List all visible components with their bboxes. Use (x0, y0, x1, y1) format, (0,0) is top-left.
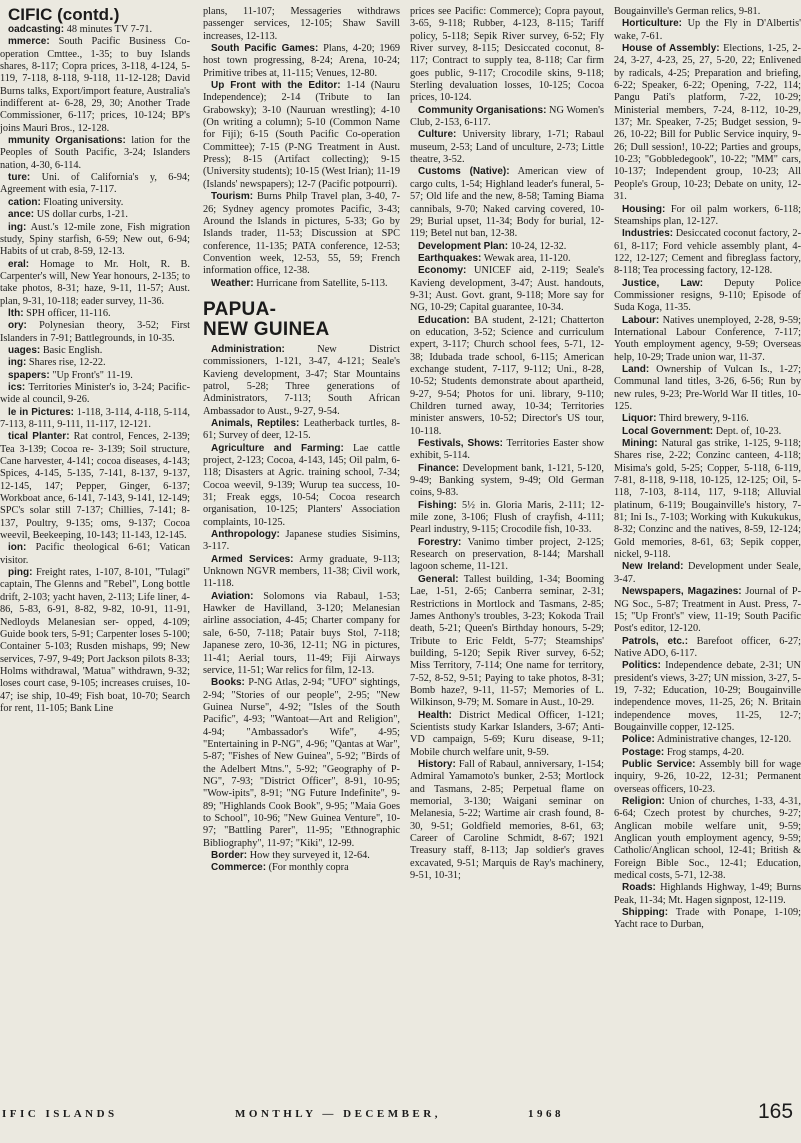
entry-references: Floating university. (43, 196, 124, 208)
entry-references: 10-24, 12-32. (510, 240, 567, 252)
entry-subject: Politics: (622, 660, 661, 672)
index-entry (0, 222, 190, 259)
entry-references: University library, 1-71; Rabaul museum, 2-53; Land of unculture, 2-73; Little theatre, 3-52. (410, 129, 604, 166)
entry-subject: Shipping: (622, 907, 669, 919)
index-entry (203, 554, 400, 591)
entry-references: lation for the Peoples of South Pacific, 3-24; Islanders nation, 4-30, 6-114. (0, 135, 190, 171)
entries-col1 (0, 24, 190, 715)
entry-subject: Roads: (622, 882, 656, 894)
index-entry (0, 259, 190, 308)
entry-subject: Animals, Reptiles: (211, 417, 300, 429)
index-entry (614, 6, 801, 18)
entry-subject: South Pacific Games: (211, 43, 319, 55)
entry-subject: Anthropology: (211, 529, 280, 541)
entry-references: District Medical Officer, 1-121; Scientists study Karkar Islanders, 3-67; Anti-VD campaign, 5-69; Kuru disease, 9-11; Mobile church welfare unit, 9-59. (410, 709, 604, 758)
index-entry (0, 135, 190, 172)
png-heading-line-1: PAPUA- (203, 298, 277, 320)
index-entry (614, 586, 801, 635)
index-entry (0, 172, 190, 197)
entry-subject: ion: (8, 542, 27, 554)
index-entry (614, 364, 801, 413)
index-entry (203, 862, 400, 874)
entry-references: "Up Front's" 11-19. (52, 369, 133, 381)
entry-subject: Newspapers, Magazines: (622, 586, 742, 598)
entries-col2-intro (203, 6, 400, 290)
entry-subject: ics: (8, 381, 26, 393)
index-entry (0, 370, 190, 382)
entry-references: Japanese studies Sisimins, 3-117. (203, 529, 400, 553)
index-entry (614, 43, 801, 203)
entry-references: Administrative changes, 12-120. (656, 734, 792, 746)
entry-subject: Armed Services: (211, 553, 294, 565)
index-entry (614, 796, 801, 882)
entry-references: Polynesian theory, 3-52; First Islanders in 7-91; Battlegrounds, in 10-35. (0, 320, 190, 344)
entry-references: New District commissioners, 1-121, 3-47, 4-121; Seale's Kavieng development, 3-47; Star Mountains patrol, 5-28; Three generations of Administrators, 7-113; South African Ambassador to Aust., 9-27, 9-54. (203, 343, 400, 417)
column-4 (614, 6, 801, 932)
entry-references: Territories Minister's io, 3-24; Pacific-wide al council, 9-26. (0, 381, 190, 406)
entry-subject: Earthquakes: (418, 252, 482, 264)
entry-subject: Finance: (418, 462, 460, 474)
section-heading-pacific: CIFIC (contd.) (8, 6, 120, 24)
index-entry (203, 278, 400, 290)
entry-references: SPH officer, 11-116. (26, 307, 111, 319)
section-heading-png (203, 300, 400, 340)
entry-subject: Public Service: (622, 758, 696, 770)
entry-references: Natives unemployed, 2-28, 9-59; International Labour Conference, 7-117; Youth employment agency, 9-59; Overseas help, 10-29; Trade union war, 11-37. (614, 314, 801, 363)
entry-references: Homage to Mr. Holt, R. B. Carpenter's will, New Year honours, 2-135; to take photos, 8-31; haze, 9-11, 11-57; Aust. plan, 9-31, 10-118; eader survey, 11-36. (0, 258, 190, 307)
column-1 (0, 6, 190, 715)
entry-references: American view of cargo cults, 1-54; Highland leader's funeral, 5-57; Old life and the new, 8-58; Taming Biama cannibals, 9-70; Naked carving covered, 10-29; Burial upset, 11-34; Body for burial, 12-119; Betel nut ban, 12-38. (410, 166, 604, 240)
entry-subject: House of Assembly: (622, 43, 720, 55)
footer-issue: MONTHLY — DECEMBER, (235, 1108, 441, 1120)
index-entry (0, 357, 190, 369)
entry-references: 5½ in. Gloria Maris, 2-111; 12-mile zone, 3-106; Flush of crayfish, 4-111; Pearl industry, 9-115; Crocodile fish, 10-33. (410, 499, 604, 536)
entry-references: Pacific theological 6-61; Vatican visitor. (0, 542, 190, 566)
index-entry (614, 438, 801, 561)
entry-subject: Tourism: (211, 191, 254, 203)
index-entry (410, 265, 604, 314)
entry-references: BA student, 2-121; Chatterton on education, 3-52; Science and curriculum expert, 3-117; Church school fees, 5-71, 12-38; Idubada trade school, 6-115; American exchange student, 7-117, 9-112; Uni., 8-28, 10-52; Students demonstrate about apartheid, 9-27, 9-54; Photos for uni. library, 9-110; Children turned away, 10-34; Territories minister answers, 10-52; Director's US tour, 10-118. (410, 314, 604, 437)
index-entry (410, 253, 604, 265)
index-entry (203, 80, 400, 191)
entry-subject: Education: (418, 314, 470, 326)
entry-references: Desiccated coconut factory, 2-61, 8-117; Ford vehicle assembly plant, 4-122, 12-127; Cement and fibreglass factory, 8-118; Tea processing factory, 12-128. (614, 228, 801, 277)
entry-subject: ping: (8, 567, 33, 579)
entry-subject: tical Planter: (8, 431, 70, 443)
entries-col4 (614, 6, 801, 932)
index-entry (410, 315, 604, 438)
index-entry (0, 542, 190, 567)
column-3 (410, 6, 604, 882)
entry-subject: Police: (622, 734, 655, 746)
entry-references: Uni. of California's y, 6-94; Agreement with esia, 7-117. (0, 172, 190, 196)
index-entry (0, 308, 190, 320)
entry-subject: Books: (211, 677, 245, 689)
entry-references: Army graduate, 9-113; Unknown NGVR members, 11-38; Civil work, 11-118. (203, 553, 400, 590)
entry-references: 1-118, 3-114, 4-118, 5-114, 7-113, 8-111, 9-111, 11-117, 12-121. (0, 406, 190, 430)
entries-col3 (410, 6, 604, 882)
entry-subject: Festivals, Shows: (418, 438, 503, 450)
entry-subject: Customs (Native): (418, 166, 510, 178)
entry-references: Fall of Rabaul, anniversary, 1-154; Admiral Yamamoto's bunker, 2-53; Mortlock and Tasmans, 2-85; Perpetual flame on memorial, 3-130; Waigani seminar on Melanesia, 5-22; Wartime air crash found, 8-30, 9-51; Goldfield memories, 8-61, 63; Career of Caroline Schmidt, 8-67; 1921 Treasury staff, 8-113; Jap soldier's graves excavated, 9-51; Marquis de Ray's machinery, 9-51, 10-31; (410, 758, 604, 882)
entry-references: Union of churches, 1-33, 4-31, 6-64; Czech protest by churches, 9-27; Anglican mobile welfare unit, 9-59; Anglican youth employment agency, 9-59; Catholic/Anglican school, 12-41; British & Foreign Bible Soc., 12-41; Education, medical costs, 5-71, 12-38. (614, 796, 801, 882)
entry-references: For oil palm workers, 6-118; Steamships plan, 12-127. (614, 203, 801, 227)
entry-references: Shares rise, 12-22. (28, 357, 106, 369)
index-entry (0, 197, 190, 209)
entry-subject: General: (418, 573, 459, 585)
index-entry (0, 320, 190, 345)
entry-subject: Liquor: (622, 413, 657, 425)
entry-references: Tallest building, 1-34; Booming Lae, 1-51, 2-65; Canberra seminar, 2-31; Restrictions in Mortlock and Tasmans, 2-85; James Anthony's troubles, 3-23; Kokoda Trail death, 5-21; Queen's Birthday honours, 5-29; Tribute to Eric Feldt, 5-77; Steamships' building, 5-120; Sepik River survey, 6-52; Miss Territory, 7-114; One name for territory, 7-52, 8-52, 9-51; Paying to take photos, 8-31; Bomb haze?, 9-11, 11-57; Memories of L. Wilkinson, 9-79; M. Somare in Aust., 10-29. (410, 573, 604, 709)
index-entry (614, 907, 801, 932)
entry-references: Hurricane from Satellite, 5-113. (256, 277, 388, 289)
entry-references: plans, 11-107; Messageries withdraws passenger services, 12-105; Shaw Savill increases, 12-113. (203, 6, 400, 42)
entry-references: Lae cattle project, 2-123; Cocoa, 4-143, 145; Oil palm, 6-118; Disasters at Agric. training school, 7-34; Cocoa weevil, 9-139; Wurup tea success, 10-31; Freak eggs, 10-54; Cocoa research organisation, 10-125; Planters' Association complaints, 10-125. (203, 442, 400, 528)
entry-subject: Religion: (622, 796, 665, 807)
index-entry (614, 660, 801, 734)
entry-subject: le in Pictures: (8, 406, 74, 418)
index-entry (0, 431, 190, 542)
entry-references: Development bank, 1-121, 5-120, 9-49; Banking system, 9-49; Old German coins, 9-83. (410, 462, 604, 499)
entry-subject: Industries: (622, 228, 674, 240)
entry-references: Aust.'s 12-mile zone, Fish migration study, Spiny starfish, 6-59; New out, 6-94; Habits of ut crab, 8-59, 12-13. (0, 221, 190, 258)
entry-subject: Justice, Law: (622, 277, 704, 289)
index-entry (614, 882, 801, 907)
entry-references: Deputy Police Commissioner resigns, 9-110; Episode of Suda Koga, 11-35. (614, 277, 801, 314)
index-entry (410, 574, 604, 710)
entry-references: US dollar curbs, 1-21. (36, 209, 128, 221)
index-entry (614, 18, 801, 43)
entry-subject: Agriculture and Farming: (211, 442, 344, 454)
entry-references: Independence debate, 2-31; UN president's views, 3-27; UN mission, 3-27, 5-19, 7-32; Education, 10-29; Bougainville independence moves, 11-25, 26; N. Britain independence moves, 11-25, 12-7; Bougainville copper, 12-125. (614, 660, 801, 733)
index-entry (203, 850, 400, 862)
index-entry (614, 228, 801, 277)
entry-references: Highlands Highway, 1-49; Burns Peak, 11-34; Mt. Hagen signpost, 12-119. (614, 882, 801, 906)
entry-references: Journal of P-NG Soc., 5-87; Treatment in Aust. Press, 7-15; "Up Front's" view, 11-19; South Pacific Post's editor, 12-120. (614, 586, 801, 635)
index-entry (0, 345, 190, 357)
entry-subject: cation: (8, 196, 41, 208)
entry-subject: Postage: (622, 746, 665, 758)
entry-subject: Commerce: (211, 862, 267, 874)
entry-references: Frog stamps, 4-20. (666, 746, 745, 758)
entry-references: Basic English. (42, 344, 103, 356)
index-entry (410, 500, 604, 537)
footer-year: 1968 (528, 1108, 564, 1120)
index-entry (203, 418, 400, 443)
index-entry (0, 24, 190, 36)
index-entry (410, 129, 604, 166)
entry-subject: Weather: (211, 277, 254, 289)
index-entry (410, 463, 604, 500)
entry-references: Ownership of Vulcan Is., 1-27; Communal land titles, 3-26, 6-56; Run by new rules, 9-23; Pre-World War II titles, 10-125. (614, 363, 801, 412)
entry-subject: Administration: (211, 343, 285, 355)
entry-subject: lth: (8, 307, 24, 319)
index-entry (410, 105, 604, 130)
index-entry (203, 344, 400, 418)
entry-subject: History: (418, 758, 456, 770)
entry-references: (For monthly copra (268, 862, 349, 874)
entry-references: Wewak area, 11-120. (483, 252, 571, 264)
entry-subject: Aviation: (211, 590, 254, 602)
column-2 (203, 6, 400, 875)
entry-subject: uages: (8, 344, 41, 356)
index-entry (614, 734, 801, 746)
index-entry (0, 567, 190, 715)
entry-subject: ance: (8, 209, 35, 221)
entry-references: Barefoot officer, 6-27; Native ADO, 6-117. (614, 635, 801, 659)
entry-references: Dept. of, 10-23. (715, 425, 782, 437)
entry-references: UNICEF aid, 2-119; Seale's Kavieng development, 3-47; Aust. handouts, 9-31; Aust. Govt. grant, 9-118; More say for NG, 10-29; Capital guarantee, 10-34. (410, 265, 604, 314)
page-number: 165 (758, 1100, 794, 1123)
entry-subject: oadcasting: (8, 24, 65, 35)
entry-references: 48 minutes TV 7-71. (66, 24, 153, 35)
index-entry (410, 166, 604, 240)
index-entry (614, 636, 801, 661)
entry-subject: Development Plan: (418, 240, 509, 252)
entry-subject: Health: (418, 709, 452, 721)
entry-subject: mmerce: (8, 36, 50, 48)
entry-references: Third brewery, 9-116. (658, 413, 749, 425)
entry-references: 1-14 (Nauru Independence); 2-14 (Tribute to Ian Grabowsky); 3-10 (Nauruan wrestling); 4-10 (On writing a column); 5-10 (Common Name for Fiji); 6-15 (South Pacific Co-operation Committee); 7-15 (P-NG Treatment in Aust. Press); 8-15 (Artifact collecting); 9-15 (University students); 10-15 (West Irian); 11-19 (Islands' newspapers); 12-7 (Pacific potpourri). (203, 80, 400, 190)
index-entry (410, 438, 604, 463)
entries-col2-png (203, 344, 400, 875)
entry-references: Natural gas strike, 1-125, 9-118; Shares rise, 2-22; Conzinc canteen, 4-118; Misima's gold, 5-25; Copper, 5-118, 6-119, 7-81, 8-118, 9-118, 10-125, 12-125; Oil, 5-118, 7-103, 8-114, 117, 9-118; Alluvial platinum, 6-119; Bougainville's history, 7-81; Ini Is., 7-103; Working with Kukukukus, 8-32; Conzinc and the natives, 8-59, 12-124; Gold memories, 8-61, 63; Sepik copper, nickel, 9-118. (614, 438, 801, 561)
index-entry (203, 43, 400, 80)
entry-subject: Forestry: (418, 536, 462, 548)
entry-references: Development under Seale, 3-47. (614, 561, 801, 585)
entry-subject: mmunity Organisations: (8, 135, 126, 147)
page-footer (0, 1096, 801, 1136)
index-entry (0, 382, 190, 407)
index-entry (0, 407, 190, 432)
index-entry (0, 36, 190, 135)
entry-subject: New Ireland: (622, 561, 684, 573)
index-entry (410, 537, 604, 574)
index-entry (203, 443, 400, 529)
index-entry (203, 6, 400, 43)
index-entry (614, 759, 801, 796)
entry-references: How they surveyed it, 12-64. (249, 850, 370, 861)
index-entry (0, 209, 190, 221)
footer-publication: IFIC ISLANDS (2, 1108, 118, 1120)
entry-subject: Land: (622, 363, 650, 375)
index-entry (614, 315, 801, 364)
index-entry (614, 413, 801, 425)
entry-subject: Housing: (622, 203, 666, 215)
entry-references: P-NG Atlas, 2-94; "UFO" sightings, 2-94; "Stories of our people", 2-95; "New Guinea Nurse", 4-92; "Isles of the South Pacific", 4-93; "Wantoat—Art and Religion", 4-94; "Ambassador's Wife", 4-95; "Entertaining in P-NG", 4-96; "Qantas at War", 5-87; "Fishes of New Guinea", 5-92; "Birds of the Adelbert Mtns.", 5-92; "Geography of P-NG", 7-93; "District Officer", 8-91, 10-95; "Wow-ipits", 8-91; "NG Future Indefinite", 9-89; "Highlands Cook Book", 9-95; "Maia Goes to School", 10-96; "New Guinea Venture", 10-97; "Battling Parer", 11-95; "Ethnographic Bibliography", 11-97; "Kiki", 12-99. (203, 677, 400, 849)
png-heading-line-2: NEW GUINEA (203, 318, 330, 340)
entry-references: Solomons via Rabaul, 1-53; Hawker de Havilland, 3-120; Melanesian airline association, 4-45; Charter company for sale, 6-50, 7-118; Patair buys Stol, 7-118; Japanese zero, 10-36, 12-11; NG in pictures, 11-41; Aerial tours, 11-49; Fiji Airways service, 11-51; War relics for film, 12-13. (203, 590, 400, 676)
entry-references: Vanimo timber project, 2-125; Research on preservation, 8-144; Marshall lagoon scheme, 11-121. (410, 536, 604, 573)
entry-subject: ory: (8, 320, 27, 332)
entry-subject: Community Organisations: (418, 104, 547, 116)
index-entry (410, 759, 604, 882)
entry-subject: Horticulture: (622, 18, 682, 30)
index-entry (614, 426, 801, 438)
entry-references: Assembly bill for wage inquiry, 9-26, 10-22, 12-31; Permanent overseas officers, 10-23. (614, 758, 801, 795)
index-entry (614, 278, 801, 315)
index-entry (614, 747, 801, 759)
index-entry (614, 204, 801, 229)
entry-references: Elections, 1-25, 2-24, 3-27, 4-23, 25, 27, 5-20, 22; Enlivened by radicals, 4-25; Preparation and briefing, 6-22; Speaker, 6-22; Opening, 7-22, 114; Pangu Pati's platform, 7-22, 10-29; Ministerial members, 7-24, 8-112, 10-29, 137; Mr. Speaker, 7-25; Budget session, 9-26, 10-22; Bill for Public Service inquiry, 9-26; Dull session!, 10-22; Parties and groups, 10-23; "Gobbledegook", 10-22; "MM" cars, 10-137; Independent group, 10-23; All People's Group, 10-23; Debate on unity, 12-31. (614, 43, 801, 203)
index-entry (203, 591, 400, 677)
entry-references: Up the Fly in D'Albertis' wake, 7-61. (614, 18, 801, 42)
index-entry (410, 710, 604, 759)
entry-subject: Up Front with the Editor: (211, 80, 341, 92)
index-entry (203, 191, 400, 277)
entry-references: NG Women's Club, 2-153, 6-117. (410, 104, 604, 129)
entry-references: prices see Pacific: Commerce); Copra payout, 3-65, 9-118; Rubber, 4-123, 8-115; Tariff policy, 5-118; Sepik River survey, 6-52; Fly River survey, 8-115; Desiccated coconut, 8-117; Contract to supply tea, 8-118; Car firm goes public, 9-117; Crocodile skins, 9-118; Sterling devaluation losses, 10-125; Cocoa prices, 10-124. (410, 6, 604, 104)
entry-references: Rat control, Fences, 2-139; Tea 3-139; Cocoa re- 3-139; Soil structure, Cane harvester, 4-141; cocoa diseases, 4-143; Spices, 4-145, 5-135, 7-141, 8-137, 9-137, 12-145, 147; Pepper, Ginger, 6-137; Workboat ance, 6-141, 7-143, 9-141, 12-149; SPC's solar still 7-137; Chillies, 7-141; 8-137, Poultry, 9-135; oms, 9-137; Cocoa weevil, Beekeeping, 10-143; 11-143, 12-145. (0, 431, 190, 542)
entry-references: Bougainville's German relics, 9-81. (614, 6, 761, 17)
entry-references: Plans, 4-20; 1969 host town progressing, 8-24; Arena, 10-24; Primitive tribes at, 11-115; Venues, 12-80. (203, 43, 400, 79)
entry-subject: Local Government: (622, 425, 714, 437)
index-entry (614, 561, 801, 586)
entry-subject: spapers: (8, 369, 50, 381)
entry-subject: Patrols, etc.: (622, 635, 689, 647)
entry-references: Burns Philp Travel plan, 3-40, 7-26; Sydney agency promotes Pacific, 3-43; Around the Islands in pictures, 5-33; Go by Islands trader, 11-53; Discussion at SPC conference, 11-135; PATA conference, 12-53; Convention week, 12-53, 55, 59; French information office, 12-38. (203, 191, 400, 277)
entry-references: Freight rates, 1-107, 8-101, "Tulagi" captain, The Glenns and "Rebel", Long bottle drift, 2-103; yacht haven, 2-113; Life liner, 4-86, 5-83, 6-91, 8-82, 9-82, 10-91, 11-91, Nedloyds Melanesian ser- opped, 4-109; Guide book ters, 5-91; Carpenter loses 5-100; Container 5-103; Rusden mishaps, 99; New services, 7-97, 9-49; Port Jackson pilots 8-33; Holms withdrawal, 'Matua" withdrawn, 9-32; loses court case, 9-105; increases cruises, 10-47; ise ship, 10-49; Fish boat, 10-70; Search for rent, 11-105; Bank Line (0, 567, 190, 714)
entry-references: South Pacific Business Co-operation Cmttee., 1-35; to buy Islands shares, 8-117; Copra prices, 3-118, 4-124, 5-119, 7-118, 8-118, 9-118, 11-12-128; David Burns talks, Export/import feature, Australia's indifferent at- 6-28, 29, 30; Another Trade Commissioner, 6-117; prices, 10-124; BP's joins Mauri Bros., 12-128. (0, 36, 190, 134)
entry-subject: Labour: (622, 314, 660, 326)
index-entry (410, 6, 604, 105)
index-entry (203, 677, 400, 850)
entry-references: Trade with Ponape, 1-109; Yacht race to Durban, (614, 907, 801, 931)
entry-references: Territories Easter show exhibit, 5-114. (410, 438, 604, 462)
entry-subject: ing: (8, 221, 27, 233)
entry-subject: Economy: (418, 265, 467, 277)
entry-subject: Culture: (418, 129, 457, 141)
index-entry (410, 241, 604, 253)
entry-subject: ing: (8, 357, 27, 369)
entry-references: Leatherback turtles, 8-61; Survey of deer, 12-15. (203, 417, 400, 442)
index-entry (203, 529, 400, 554)
entry-subject: Mining: (622, 438, 658, 450)
entry-subject: Fishing: (418, 499, 457, 511)
entry-subject: ture: (8, 172, 31, 184)
entry-subject: Border: (211, 850, 248, 861)
entry-subject: eral: (8, 258, 30, 270)
